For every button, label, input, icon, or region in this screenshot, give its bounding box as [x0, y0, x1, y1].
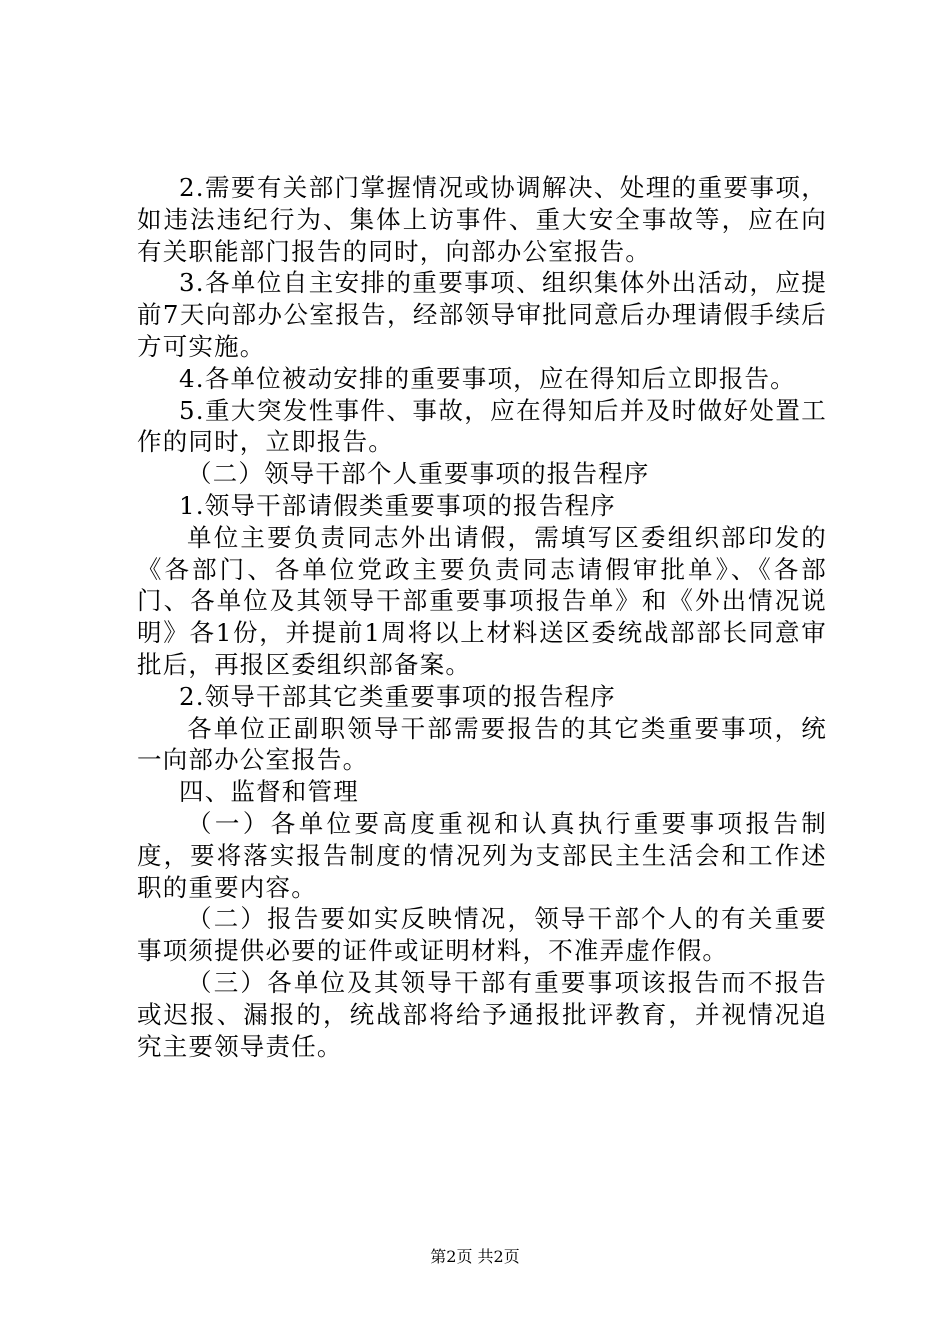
paragraph-2: 3.各单位自主安排的重要事项、组织集体外出活动，应提前7天向部办公室报告，经部领导审批同意后办理请假手续后方可实施。: [137, 268, 827, 361]
paragraph-leave-procedure: 单位主要负责同志外出请假，需填写区委组织部印发的《各部门、各单位党政主要负责同志请假审批单》、《各部门、各单位及其领导干部重要事项报告单》和《外出情况说明》各1份，并提前1周将以上材料送区委统战部部长同意审批后，再报区委组织部备案。: [137, 522, 827, 679]
subheading-leave-reporting: 1.领导干部请假类重要事项的报告程序: [179, 490, 616, 520]
subheading-other-reporting: 2.领导干部其它类重要事项的报告程序: [179, 681, 616, 711]
document-body: [137, 172, 827, 1062]
paragraph-supervision-1: （一）各单位要高度重视和认真执行重要事项报告制度，要将落实报告制度的情况列为支部民主生活会和工作述职的重要内容。: [137, 808, 827, 902]
paragraph-supervision-3: （三）各单位及其领导干部有重要事项该报告而不报告或迟报、漏报的，统战部将给予通报批评教育，并视情况追究主要领导责任。: [137, 967, 827, 1061]
paragraph-supervision-2: （二）报告要如实反映情况，领导干部个人的有关重要事项须提供必要的证件或证明材料，不准弄虚作假。: [137, 904, 827, 966]
section-heading-leader-reporting: （二）领导干部个人重要事项的报告程序: [187, 459, 650, 489]
paragraph-1: 2.需要有关部门掌握情况或协调解决、处理的重要事项，如违法违纪行为、集体上访事件、重大安全事故等，应在向有关职能部门报告的同时，向部办公室报告。: [137, 173, 827, 266]
paragraph-4: 5.重大突发性事件、事故，应在得知后并及时做好处置工作的同时，立即报告。: [137, 395, 827, 457]
page-number-label: 第2页 共2页: [430, 1247, 520, 1266]
paragraph-other-procedure: 各单位正副职领导干部需要报告的其它类重要事项，统一向部办公室报告。: [137, 713, 827, 775]
paragraph-3: 4.各单位被动安排的重要事项，应在得知后立即报告。: [179, 363, 796, 393]
page-footer: [0, 1247, 950, 1267]
section-heading-supervision: 四、监督和管理: [179, 777, 359, 807]
